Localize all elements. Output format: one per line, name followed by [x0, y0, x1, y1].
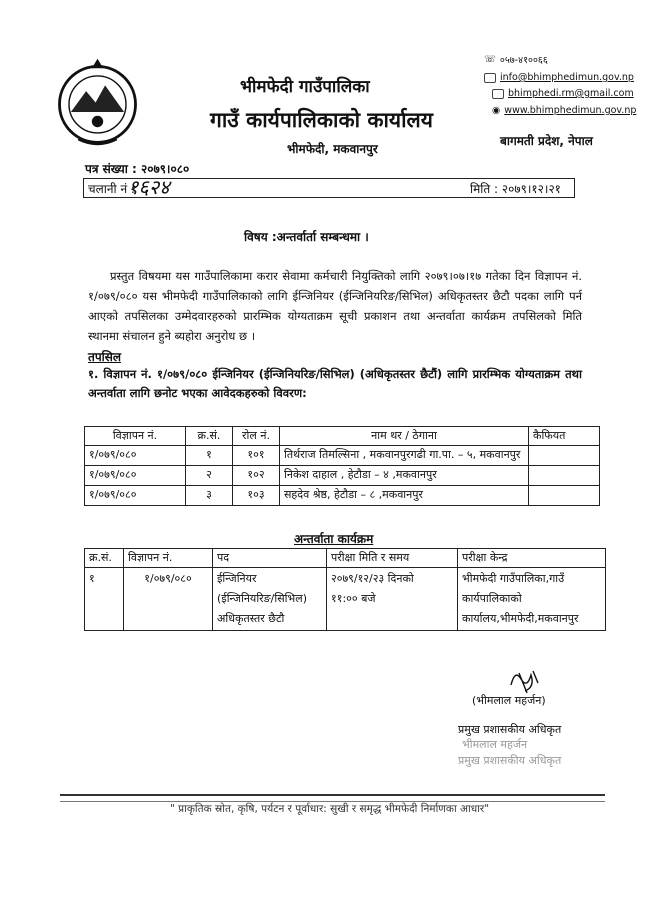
table-row — [85, 446, 600, 466]
col-adv-no: विज्ञापन नं. — [85, 427, 186, 446]
cell-sn: १ — [186, 446, 233, 466]
globe-icon: ◉ — [492, 105, 501, 116]
col-adv-no: विज्ञापन नं. — [124, 549, 213, 568]
cell-remarks — [529, 486, 600, 506]
office-place: भीमफेदी, मकवानपुर — [287, 142, 378, 156]
contact-email-1[interactable]: info@bhimphedimun.gov.np — [484, 72, 634, 83]
cell-name: निकेश दाहाल , हेटौडा – ४ ,मकवानपुर — [280, 466, 529, 486]
cell-post: ईन्जिनियर (ईन्जिनियरिङ/सिभिल) अधिकृतस्तर छैटौ — [213, 568, 327, 631]
col-datetime: परीक्षा मिति र समय — [327, 549, 458, 568]
table-header-row — [85, 427, 600, 446]
table-header-row — [85, 549, 606, 568]
cell-sn: ३ — [186, 486, 233, 506]
cell-adv: १/०७९/०८० — [85, 446, 186, 466]
province: बागमती प्रदेश, नेपाल — [500, 134, 593, 148]
footer-divider — [60, 794, 605, 802]
date: मिति : २०७९।१२।२१ — [470, 182, 561, 196]
cell-adv: १/०७९/०८० — [85, 486, 186, 506]
subject: विषय :अन्तर्वार्ता सम्बन्धमा । — [244, 230, 369, 244]
cell-adv: १/०७९/०८० — [124, 568, 213, 631]
stamp-name: भीमलाल महर्जन — [462, 738, 528, 751]
point-1: १. विज्ञापन नं. १/०७९/०८० ईन्जिनियर (ईन्जिनियरिङ/सिभिल) (अधिकृतस्तर छैटौं) लागि प्रारम्भिक योग्यताक्रम तथा अन्तर्वाता लागि छनोट भएका आवेदकहरुको विवरण: — [88, 367, 582, 400]
col-remarks: कैफियत — [529, 427, 600, 446]
cell-adv: १/०७९/०८० — [85, 466, 186, 486]
cell-roll: १०३ — [233, 486, 280, 506]
cell-remarks — [529, 466, 600, 486]
contact-website[interactable]: ◉ www.bhimphedimun.gov.np — [492, 105, 637, 116]
body-paragraph: प्रस्तुत विषयमा यस गाउँपालिकामा करार सेवामा कर्मचारी नियुक्तिको लागि २०७९।०७।१७ गतेका दिन विज्ञापन नं. १/०७९/०८० यस भीमफेदी गाउँपालिकाको लागि ईन्जिनियर (ईन्जिनियरिङ/सिभिल) अधिकृतस्तर छैटौ पदका लागि पर्न आएको तपसिलका उम्मेदवारहरुको प्रारम्भिक योग्यताक्रम सूची प्रकाशन तथा अन्तर्वाता कार्यक्रम तपसिलको मिति स्थानमा संचालन हुने ब्यहोरा अनुरोध छ । — [88, 269, 582, 343]
contact-email-2[interactable]: bhimphedi.rm@gmail.com — [492, 88, 634, 99]
patra-sankhya: पत्र संख्या : २०७९।०८० — [85, 162, 190, 176]
schedule-title: अन्तर्वाता कार्यक्रम — [294, 532, 374, 546]
chalani-label: चलानी नं : — [88, 182, 135, 196]
table-row — [85, 486, 600, 506]
cell-roll: १०२ — [233, 466, 280, 486]
signer-name: (भीमलाल महर्जन) — [472, 694, 546, 707]
cell-sn: १ — [85, 568, 124, 631]
org-name: भीमफेदी गाउँपालिका — [240, 77, 370, 97]
col-post: पद — [213, 549, 327, 568]
envelope-icon — [492, 89, 504, 99]
cell-name: सहदेव श्रेष्ठ, हेटौडा – ८ ,मकवानपुर — [280, 486, 529, 506]
municipality-emblem — [50, 55, 145, 150]
schedule-table — [84, 548, 606, 631]
cell-roll: १०१ — [233, 446, 280, 466]
cell-sn: २ — [186, 466, 233, 486]
col-name: नाम थर / ठेगाना — [280, 427, 529, 446]
office-title: गाउँ कार्यपालिकाको कार्यालय — [210, 108, 433, 132]
stamp-designation: प्रमुख प्रशासकीय अधिकृत — [458, 754, 562, 767]
cell-center: भीमफेदी गाउँपालिका,गाउँ कार्यपालिकाको कार्यालय,भीमफेदी,मकवानपुर — [458, 568, 606, 631]
candidates-table — [84, 426, 600, 506]
signer-designation: प्रमुख प्रशासकीय अधिकृत — [458, 723, 562, 736]
col-sn: क्र.सं. — [186, 427, 233, 446]
footer-motto: " प्राकृतिक स्रोत, कृषि, पर्यटन र पूर्वाधार: सुखी र समृद्ध भीमफेदी निर्माणका आधार" — [170, 803, 490, 815]
cell-name: तिर्थराज तिमल्सिना , मकवानपुरगढी गा.पा. – ५, मकवानपुर — [280, 446, 529, 466]
cell-datetime: २०७९/१२/२३ दिनको ११:०० बजे — [327, 568, 458, 631]
col-sn: क्र.सं. — [85, 549, 124, 568]
col-center: परीक्षा केन्द्र — [458, 549, 606, 568]
phone-icon: ☏ — [484, 54, 496, 65]
table-row — [85, 568, 606, 631]
col-roll: रोल नं. — [233, 427, 280, 446]
tapsil-heading: तपसिल — [88, 350, 122, 364]
table-row — [85, 466, 600, 486]
envelope-icon — [484, 73, 496, 83]
cell-remarks — [529, 446, 600, 466]
chalani-number: १६२४ — [128, 175, 170, 199]
contact-phone: ☏ ०५७-४१००६६ — [484, 54, 548, 66]
